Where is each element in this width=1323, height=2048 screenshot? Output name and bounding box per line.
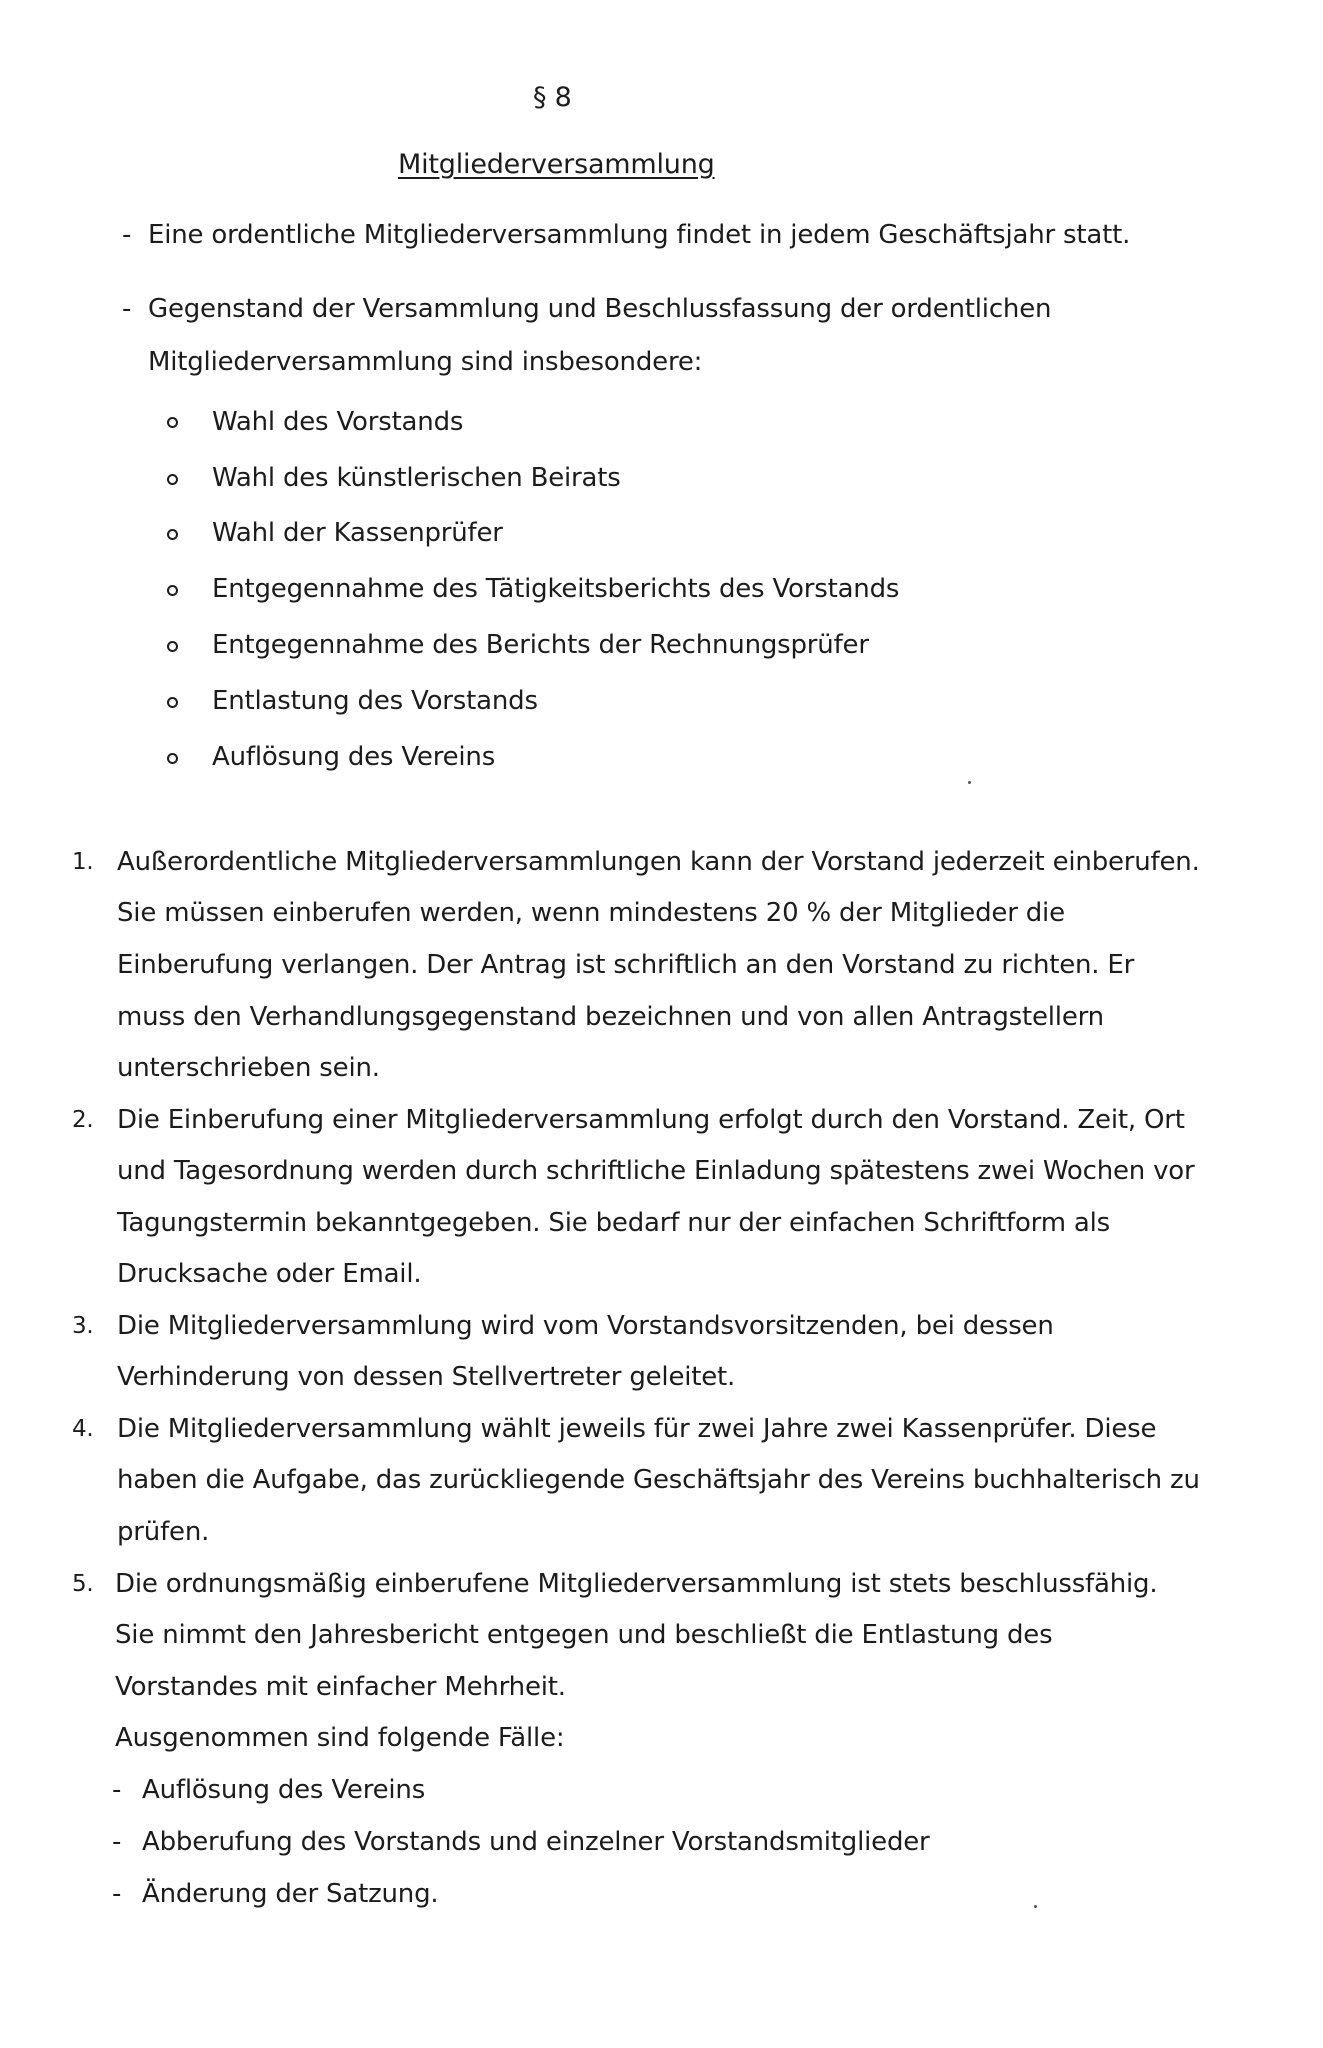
exception-text: Auflösung des Vereins bbox=[142, 1775, 426, 1805]
item-line: Die Einberufung einer Mitgliederversammlung erfolgt durch den Vorstand. Zeit, Ort bbox=[117, 1105, 1185, 1135]
item-line: Die Mitgliederversammlung wird vom Vorstandsvorsitzenden, bei dessen bbox=[117, 1311, 1054, 1341]
item-line: Sie müssen einberufen werden, wenn mindestens 20 % der Mitglieder die bbox=[117, 898, 1065, 928]
item-line: Ausgenommen sind folgende Fälle: bbox=[115, 1723, 565, 1753]
sub-item: Wahl der Kassenprüfer bbox=[212, 518, 503, 548]
exception-text: Abberufung des Vorstands und einzelner Vorstandsmitglieder bbox=[142, 1827, 930, 1857]
item-line: Sie nimmt den Jahresbericht entgegen und beschließt die Entlastung des bbox=[115, 1620, 1053, 1650]
exception-item bbox=[112, 1777, 425, 1803]
scan-speck bbox=[1034, 1905, 1037, 1908]
scan-speck bbox=[968, 781, 971, 784]
circle-bullet-icon bbox=[167, 417, 178, 428]
exception-item bbox=[112, 1881, 438, 1907]
item-number: 3. bbox=[72, 1313, 94, 1339]
item-number: 1. bbox=[72, 849, 94, 875]
sub-item: Entgegennahme des Tätigkeitsberichts des Vorstands bbox=[212, 574, 900, 604]
item-line: Verhinderung von dessen Stellvertreter geleitet. bbox=[117, 1362, 736, 1392]
exception-text: Änderung der Satzung. bbox=[142, 1879, 439, 1909]
item-line: prüfen. bbox=[117, 1517, 210, 1547]
dash-item-text: Eine ordentliche Mitgliederversammlung findet in jedem Geschäftsjahr statt. bbox=[148, 220, 1131, 250]
circle-bullet-icon bbox=[167, 753, 178, 764]
dash-item-text: Gegenstand der Versammlung und Beschlussfassung der ordentlichen bbox=[148, 294, 1052, 324]
dash-marker: - bbox=[112, 1879, 122, 1909]
dash-item bbox=[122, 296, 1051, 322]
item-line: Die ordnungsmäßig einberufene Mitgliederversammlung ist stets beschlussfähig. bbox=[115, 1569, 1158, 1599]
item-number: 2. bbox=[72, 1107, 94, 1133]
sub-item: Entlastung des Vorstands bbox=[212, 686, 538, 716]
item-line: haben die Aufgabe, das zurückliegende Geschäftsjahr des Vereins buchhalterisch zu bbox=[117, 1465, 1200, 1495]
item-number: 5. bbox=[72, 1571, 94, 1597]
sub-item: Auflösung des Vereins bbox=[212, 742, 496, 772]
sub-item: Entgegennahme des Berichts der Rechnungsprüfer bbox=[212, 630, 869, 660]
dash-item bbox=[122, 222, 1130, 248]
dash-item-continuation: Mitgliederversammlung sind insbesondere: bbox=[148, 347, 703, 377]
dash-marker: - bbox=[122, 220, 132, 250]
dash-marker: - bbox=[112, 1775, 122, 1805]
item-line: Die Mitgliederversammlung wählt jeweils für zwei Jahre zwei Kassenprüfer. Diese bbox=[117, 1414, 1157, 1444]
circle-bullet-icon bbox=[167, 697, 178, 708]
dash-marker: - bbox=[122, 294, 132, 324]
item-line: und Tagesordnung werden durch schriftliche Einladung spätestens zwei Wochen vor bbox=[117, 1156, 1195, 1186]
item-line: Vorstandes mit einfacher Mehrheit. bbox=[115, 1672, 566, 1702]
circle-bullet-icon bbox=[167, 641, 178, 652]
section-number: § 8 bbox=[533, 82, 572, 113]
circle-bullet-icon bbox=[167, 585, 178, 596]
circle-bullet-icon bbox=[167, 474, 178, 485]
item-number: 4. bbox=[72, 1416, 94, 1442]
item-line: muss den Verhandlungsgegenstand bezeichnen und von allen Antragstellern bbox=[117, 1002, 1104, 1032]
sub-item: Wahl des Vorstands bbox=[212, 407, 464, 437]
item-line: Tagungstermin bekanntgegeben. Sie bedarf nur der einfachen Schriftform als bbox=[117, 1208, 1110, 1238]
item-line: Außerordentliche Mitgliederversammlungen kann der Vorstand jederzeit einberufen. bbox=[117, 847, 1200, 877]
item-line: Drucksache oder Email. bbox=[117, 1259, 422, 1289]
exception-item bbox=[112, 1829, 930, 1855]
item-line: unterschrieben sein. bbox=[117, 1053, 380, 1083]
dash-marker: - bbox=[112, 1827, 122, 1857]
sub-item: Wahl des künstlerischen Beirats bbox=[212, 463, 621, 493]
item-line: Einberufung verlangen. Der Antrag ist schriftlich an den Vorstand zu richten. Er bbox=[117, 950, 1135, 980]
section-title: Mitgliederversammlung bbox=[398, 149, 715, 180]
circle-bullet-icon bbox=[167, 529, 178, 540]
